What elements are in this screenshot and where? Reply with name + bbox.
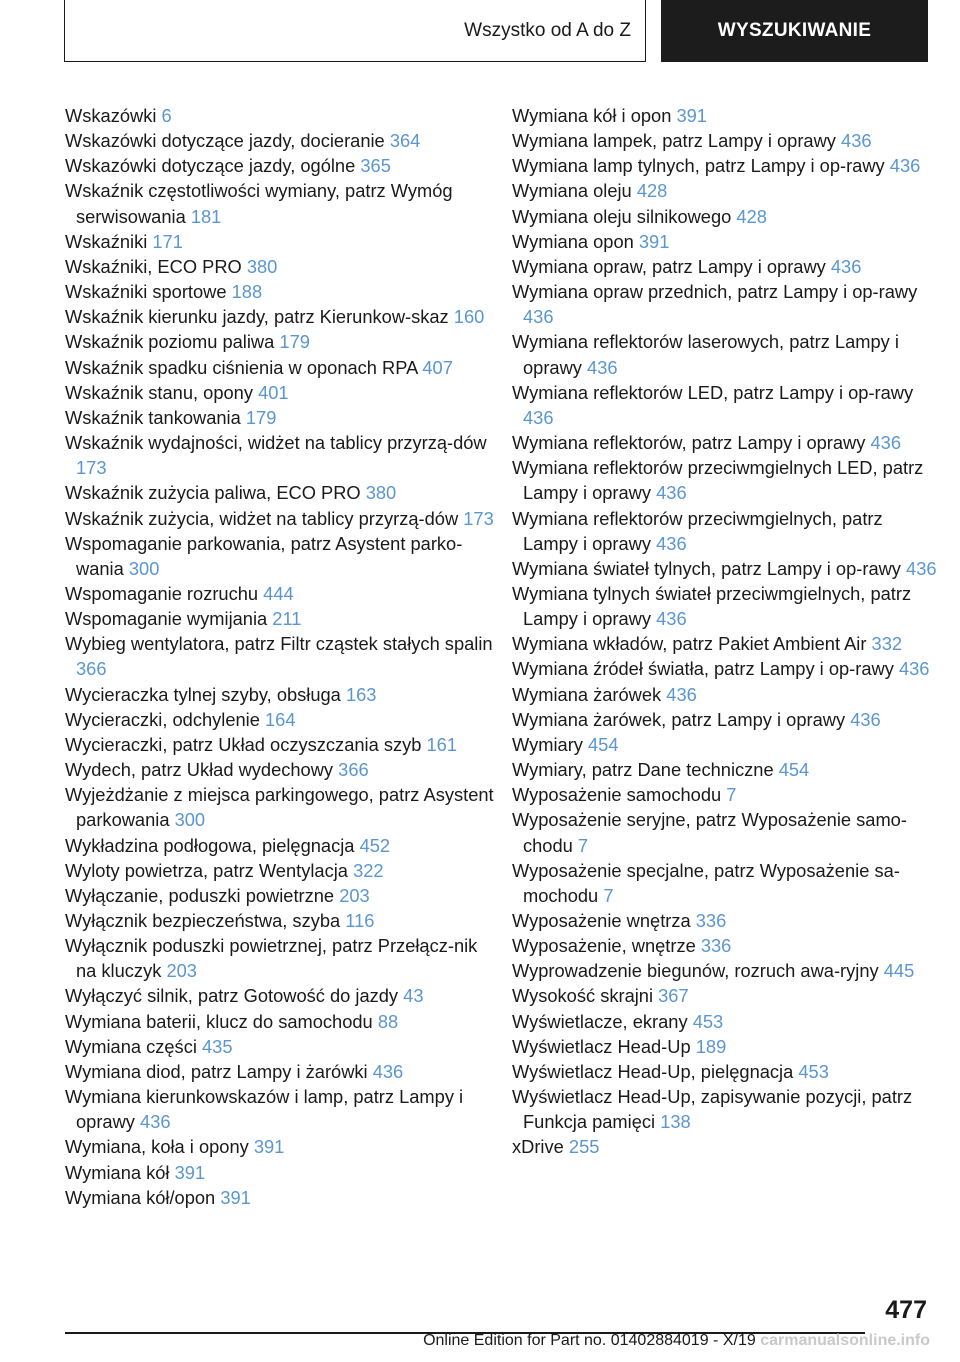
- index-entry-page-link[interactable]: 161: [426, 733, 458, 755]
- index-entry: [512, 178, 937, 203]
- index-entry: [65, 757, 495, 782]
- index-entry-page-link[interactable]: 173: [463, 507, 494, 529]
- index-entry: [512, 581, 937, 631]
- index-entry-page-link[interactable]: 436: [666, 683, 697, 705]
- search-tab[interactable]: [661, 0, 928, 62]
- index-entry: [512, 506, 937, 556]
- index-entry: [512, 556, 937, 581]
- index-entry-term: Wskaźnik tankowania: [65, 406, 241, 428]
- index-entry-term: Wyposażenie, wnętrze: [512, 935, 696, 957]
- index-entry-page-link[interactable]: 181: [190, 205, 222, 227]
- index-entry-term: Wysokość skrajni: [512, 985, 654, 1007]
- index-entry-page-link[interactable]: 322: [353, 859, 384, 881]
- index-entry: [512, 1084, 937, 1134]
- index-entry-term: Wymiana źródeł światła, patrz Lampy i op‐rawy: [512, 658, 894, 680]
- index-entry-page-link[interactable]: 436: [656, 532, 687, 554]
- index-entry-term: Wspomaganie rozruchu: [65, 582, 259, 604]
- index-entry-page-link[interactable]: 332: [871, 633, 903, 655]
- index-entry-page-link[interactable]: 407: [422, 356, 453, 378]
- index-entry: [65, 531, 495, 581]
- index-entry-page-link[interactable]: 435: [202, 1035, 233, 1057]
- index-entry-page-link[interactable]: 436: [372, 1060, 404, 1082]
- index-entry-term: Wskaźnik częstotliwości wymiany, patrz Wymóg serwisowania: [65, 180, 453, 227]
- index-entry-page-link[interactable]: 436: [850, 708, 881, 730]
- index-entry-page-link[interactable]: 428: [736, 205, 767, 227]
- index-entry: [65, 178, 495, 228]
- index-entry-page-link[interactable]: 436: [523, 406, 554, 428]
- index-entry-term: Wymiana opraw, patrz Lampy i oprawy: [512, 255, 826, 277]
- index-entry-page-link[interactable]: 453: [692, 1010, 724, 1032]
- index-entry-term: Wyjeżdżanie z miejsca parkingowego, patrz Asystent parkowania: [65, 784, 494, 831]
- header-bar: [64, 0, 928, 64]
- index-entry-page-link[interactable]: 445: [883, 960, 915, 982]
- index-entry-term: Wymiana żarówek: [512, 683, 662, 705]
- index-entry-term: Wyłączanie, poduszki powietrzne: [65, 884, 335, 906]
- index-entry-term: Wymiana reflektorów przeciwmgielnych, patrz Lampy i oprawy: [512, 507, 883, 554]
- index-entry: [512, 1034, 937, 1059]
- index-entry-page-link[interactable]: 436: [656, 482, 687, 504]
- index-entry-page-link[interactable]: 436: [841, 130, 872, 152]
- index-entry-page-link[interactable]: 336: [700, 935, 732, 957]
- index-entry: [512, 908, 937, 933]
- index-entry-term: Wymiana kół i opon: [512, 105, 672, 126]
- index-entry-term: Wskaźnik poziomu paliwa: [65, 331, 275, 353]
- index-entry-term: Wymiana tylnych świateł przeciwmgielnych, patrz Lampy i oprawy: [512, 582, 912, 630]
- index-entry-page-link[interactable]: 138: [660, 1111, 691, 1133]
- index-entry-term: Wymiana opraw przednich, patrz Lampy i op‐rawy: [512, 281, 918, 303]
- index-entry-term: Wskazówki dotyczące jazdy, ogólne: [65, 155, 356, 177]
- index-entry-term: Wymiana kierunkowskazów i lamp, patrz Lampy i oprawy: [65, 1086, 464, 1133]
- index-entry-term: Wymiary: [512, 733, 583, 755]
- index-entry-term: Wymiana żarówek, patrz Lampy i oprawy: [512, 708, 846, 730]
- index-entry-term: Wyposażenie specjalne, patrz Wyposażenie sa‐mochodu: [512, 859, 900, 906]
- index-entry-page-link[interactable]: 436: [656, 608, 687, 630]
- index-entry-term: Wyposażenie samochodu: [512, 784, 722, 806]
- index-entry-page-link[interactable]: 211: [272, 608, 302, 630]
- index-entry: [512, 858, 937, 908]
- index-entry: [65, 983, 495, 1008]
- index-entry: [512, 430, 937, 455]
- index-entry-term: Wycieraczka tylnej szyby, obsługa: [65, 683, 341, 705]
- index-entry: [512, 1134, 937, 1159]
- index-entry: [512, 707, 937, 732]
- index-column-left: [65, 103, 495, 1210]
- index-entry-term: Wymiana części: [65, 1035, 197, 1057]
- index-entry-page-link[interactable]: 188: [231, 281, 263, 303]
- index-entry-page-link[interactable]: 163: [345, 683, 377, 705]
- index-entry-term: Wymiana reflektorów laserowych, patrz Lampy i oprawy: [512, 331, 899, 378]
- index-entry-page-link[interactable]: 454: [588, 733, 619, 755]
- index-entry-term: Wskazówki dotyczące jazdy, docieranie: [65, 130, 385, 152]
- index-entry-page-link[interactable]: 173: [76, 457, 107, 479]
- index-entry-term: Wskaźnik stanu, opony: [65, 381, 253, 403]
- index-entry-page-link[interactable]: 380: [365, 482, 397, 504]
- index-entry-page-link[interactable]: 255: [568, 1136, 600, 1158]
- index-entry: [65, 405, 495, 430]
- index-entry-page-link[interactable]: 436: [523, 306, 554, 328]
- index-entry-page-link[interactable]: 179: [245, 406, 277, 428]
- index-entry: [512, 254, 937, 279]
- index-entry: [65, 355, 495, 380]
- section-tab[interactable]: [64, 0, 646, 62]
- index-entry-page-link[interactable]: 428: [636, 180, 668, 202]
- edition-text: Online Edition for Part no. 01402884019 - X/19: [423, 1332, 756, 1349]
- index-entry-term: Wymiana diod, patrz Lampy i żarówki: [65, 1060, 368, 1082]
- index-entry-term: Wymiana kół/opon: [65, 1186, 216, 1208]
- index-entry: [512, 279, 937, 329]
- index-entry: [512, 933, 937, 958]
- index-entry-page-link[interactable]: 401: [258, 381, 289, 403]
- index-entry-term: Wymiary, patrz Dane techniczne: [512, 759, 774, 781]
- index-entry-page-link[interactable]: 436: [889, 155, 921, 177]
- index-entry-page-link[interactable]: 179: [279, 331, 310, 353]
- page-number: 477: [885, 1296, 927, 1324]
- index-entry: [512, 1009, 937, 1034]
- index-entry: [65, 279, 495, 304]
- index-entry: [65, 581, 495, 606]
- index-entry-page-link[interactable]: 453: [798, 1060, 829, 1082]
- index-entry: [512, 757, 937, 782]
- index-entry: [512, 103, 937, 128]
- index-entry-page-link[interactable]: 300: [128, 557, 160, 579]
- index-entry-page-link[interactable]: 7: [577, 834, 589, 856]
- index-entry: [512, 455, 937, 505]
- index-entry: [65, 430, 495, 480]
- index-entry: [65, 380, 495, 405]
- index-entry-term: Wyłączyć silnik, patrz Gotowość do jazdy: [65, 985, 399, 1007]
- index-entry-page-link[interactable]: 366: [76, 658, 107, 680]
- watermark-text: carmanualsonline.info: [760, 1332, 930, 1349]
- index-entry-term: Wspomaganie wymijania: [65, 608, 268, 630]
- index-entry: [512, 631, 937, 656]
- index-entry-page-link[interactable]: 7: [726, 784, 737, 806]
- index-entry-term: Wyprowadzenie biegunów, rozruch awa‐ryjny: [512, 960, 879, 982]
- index-entry: [65, 1059, 495, 1084]
- index-entry-term: Wymiana reflektorów, patrz Lampy i oprawy: [512, 432, 866, 454]
- index-entry-term: Wyposażenie seryjne, patrz Wyposażenie samo‐chodu: [512, 809, 907, 856]
- index-entry: [512, 229, 937, 254]
- index-entry: [65, 304, 495, 329]
- index-entry: [512, 1059, 937, 1084]
- index-entry: [512, 782, 937, 807]
- index-entry: [65, 329, 495, 354]
- index-entry-term: Wskaźnik zużycia paliwa, ECO PRO: [65, 482, 361, 504]
- index-entry-page-link[interactable]: 300: [174, 809, 206, 831]
- index-entry-page-link[interactable]: 380: [246, 255, 278, 277]
- index-entry: [512, 958, 937, 983]
- index-entry-term: Wycieraczki, odchylenie: [65, 708, 260, 730]
- index-entry-term: Wskazówki: [65, 105, 157, 126]
- index-entry-page-link[interactable]: 365: [360, 155, 391, 177]
- index-entry: [65, 833, 495, 858]
- index-entry-page-link[interactable]: 203: [166, 960, 197, 982]
- index-entry: [65, 1084, 495, 1134]
- index-entry: [512, 656, 937, 681]
- index-entry: [65, 153, 495, 178]
- index-entry-page-link[interactable]: 171: [152, 230, 183, 252]
- index-entry-term: Wymiana oleju: [512, 180, 632, 202]
- section-tab-label: Wszystko od A do Z: [464, 19, 631, 41]
- index-column-right: [512, 103, 937, 1160]
- index-entry-term: Wskaźnik zużycia, widżet na tablicy przyrzą‐dów: [65, 507, 459, 529]
- index-entry-page-link[interactable]: 391: [253, 1136, 285, 1158]
- index-entry-page-link[interactable]: 6: [161, 105, 172, 126]
- index-entry-page-link[interactable]: 444: [263, 582, 294, 604]
- index-entry-term: Wymiana lamp tylnych, patrz Lampy i op‐rawy: [512, 155, 885, 177]
- index-entry-term: Wykładzina podłogowa, pielęgnacja: [65, 834, 355, 856]
- index-entry-term: Wspomaganie parkowania, patrz Asystent parko‐wania: [65, 532, 463, 579]
- index-entry: [65, 1185, 495, 1210]
- index-entry-page-link[interactable]: 391: [638, 230, 670, 252]
- index-entry-term: Wyloty powietrza, patrz Wentylacja: [65, 859, 348, 881]
- index-entry-term: Wskaźniki, ECO PRO: [65, 255, 242, 277]
- index-entry-term: Wycieraczki, patrz Układ oczyszczania szyb: [65, 733, 422, 755]
- index-entry-page-link[interactable]: 189: [695, 1035, 727, 1057]
- index-entry-term: Wskaźniki sportowe: [65, 281, 227, 303]
- index-entry-page-link[interactable]: 367: [658, 985, 689, 1007]
- index-entry-term: Wymiana kół: [65, 1161, 170, 1183]
- index-entry-page-link[interactable]: 43: [403, 985, 424, 1007]
- index-entry-term: Wskaźnik wydajności, widżet na tablicy przyrzą‐dów: [65, 432, 487, 454]
- index-entry-term: Wymiana baterii, klucz do samochodu: [65, 1010, 373, 1032]
- index-entry-page-link[interactable]: 436: [587, 356, 618, 378]
- index-entry-term: Wyposażenie wnętrza: [512, 910, 691, 931]
- index-entry: [65, 1160, 495, 1185]
- index-entry-term: Wymiana, koła i opony: [65, 1136, 249, 1158]
- index-entry-term: Wydech, patrz Układ wydechowy: [65, 759, 334, 781]
- index-entry-page-link[interactable]: 436: [140, 1111, 171, 1133]
- index-entry-term: Wyłącznik poduszki powietrznej, patrz Przełącz‐nik na kluczyk: [65, 935, 478, 982]
- index-entry: [65, 707, 495, 732]
- index-entry: [65, 631, 495, 681]
- index-entry-term: Wskaźnik spadku ciśnienia w oponach RPA: [65, 356, 418, 378]
- index-entry-page-link[interactable]: 391: [174, 1161, 206, 1183]
- index-entry-page-link[interactable]: 160: [453, 306, 485, 328]
- index-entry-page-link[interactable]: 452: [359, 834, 391, 856]
- index-entry: [512, 682, 937, 707]
- index-entry-term: Wyświetlacze, ekrany: [512, 1010, 688, 1032]
- index-entry: [65, 1134, 495, 1159]
- index-entry: [65, 682, 495, 707]
- index-entry: [512, 128, 937, 153]
- index-entry-term: Wymiana oleju silnikowego: [512, 205, 732, 227]
- index-entry-term: Wyświetlacz Head-Up, zapisywanie pozycji, patrz Funkcja pamięci: [512, 1086, 913, 1133]
- index-entry-page-link[interactable]: 203: [339, 884, 370, 906]
- index-entry-term: xDrive: [512, 1136, 564, 1158]
- index-entry-term: Wyłącznik bezpieczeństwa, szyba: [65, 910, 341, 931]
- index-entry: [65, 908, 495, 933]
- index-entry-page-link[interactable]: 164: [265, 708, 296, 730]
- index-entry: [512, 732, 937, 757]
- index-entry-page-link[interactable]: 116: [345, 910, 375, 931]
- index-entry-term: Wymiana opon: [512, 230, 634, 252]
- index-entry: [65, 480, 495, 505]
- index-entry: [65, 1009, 495, 1034]
- index-entry: [512, 153, 937, 178]
- index-entry: [65, 128, 495, 153]
- index-entry: [512, 983, 937, 1008]
- index-entry-term: Wymiana świateł tylnych, patrz Lampy i op‐rawy: [512, 557, 901, 579]
- index-entry: [512, 204, 937, 229]
- index-entry-term: Wymiana reflektorów przeciwmgielnych LED, patrz Lampy i oprawy: [512, 457, 924, 504]
- index-entry: [65, 606, 495, 631]
- index-entry-page-link[interactable]: 7: [603, 884, 614, 906]
- index-entry-term: Wskaźnik kierunku jazdy, patrz Kierunkow‐skaz: [65, 306, 449, 328]
- index-entry: [65, 229, 495, 254]
- index-entry-page-link[interactable]: 436: [830, 255, 862, 277]
- index-entry: [65, 254, 495, 279]
- index-entry-page-link[interactable]: 391: [676, 105, 707, 126]
- index-entry: [512, 807, 937, 857]
- index-entry-term: Wymiana lampek, patrz Lampy i oprawy: [512, 130, 836, 152]
- index-entry-term: Wymiana wkładów, patrz Pakiet Ambient Air: [512, 633, 867, 655]
- index-entry: [65, 782, 495, 832]
- index-entry-term: Wymiana reflektorów LED, patrz Lampy i op‐rawy: [512, 381, 914, 403]
- index-entry-page-link[interactable]: 454: [778, 759, 810, 781]
- index-entry-term: Wybieg wentylatora, patrz Filtr cząstek stałych spalin: [65, 633, 493, 655]
- index-entry: [65, 858, 495, 883]
- index-entry: [65, 506, 495, 531]
- index-entry-page-link[interactable]: 391: [220, 1186, 251, 1208]
- index-entry: [65, 1034, 495, 1059]
- index-entry-page-link[interactable]: 366: [338, 759, 369, 781]
- search-tab-label: WYSZUKIWANIE: [717, 20, 872, 41]
- index-entry: [512, 329, 937, 379]
- index-entry: [65, 732, 495, 757]
- index-entry-term: Wskaźniki: [65, 230, 148, 252]
- index-entry: [512, 380, 937, 430]
- index-entry-page-link[interactable]: 436: [906, 557, 937, 579]
- index-entry-page-link[interactable]: 88: [377, 1010, 399, 1032]
- index-entry-page-link[interactable]: 436: [898, 658, 930, 680]
- index-entry-term: Wyświetlacz Head-Up: [512, 1035, 691, 1057]
- index-entry: [65, 933, 495, 983]
- footer: [310, 1332, 930, 1350]
- index-entry: [65, 883, 495, 908]
- index-entry-term: Wyświetlacz Head-Up, pielęgnacja: [512, 1060, 794, 1082]
- index-entry-page-link[interactable]: 436: [870, 432, 902, 454]
- index-entry: [65, 103, 495, 128]
- index-entry-page-link[interactable]: 336: [695, 910, 727, 931]
- index-entry-page-link[interactable]: 364: [389, 130, 421, 152]
